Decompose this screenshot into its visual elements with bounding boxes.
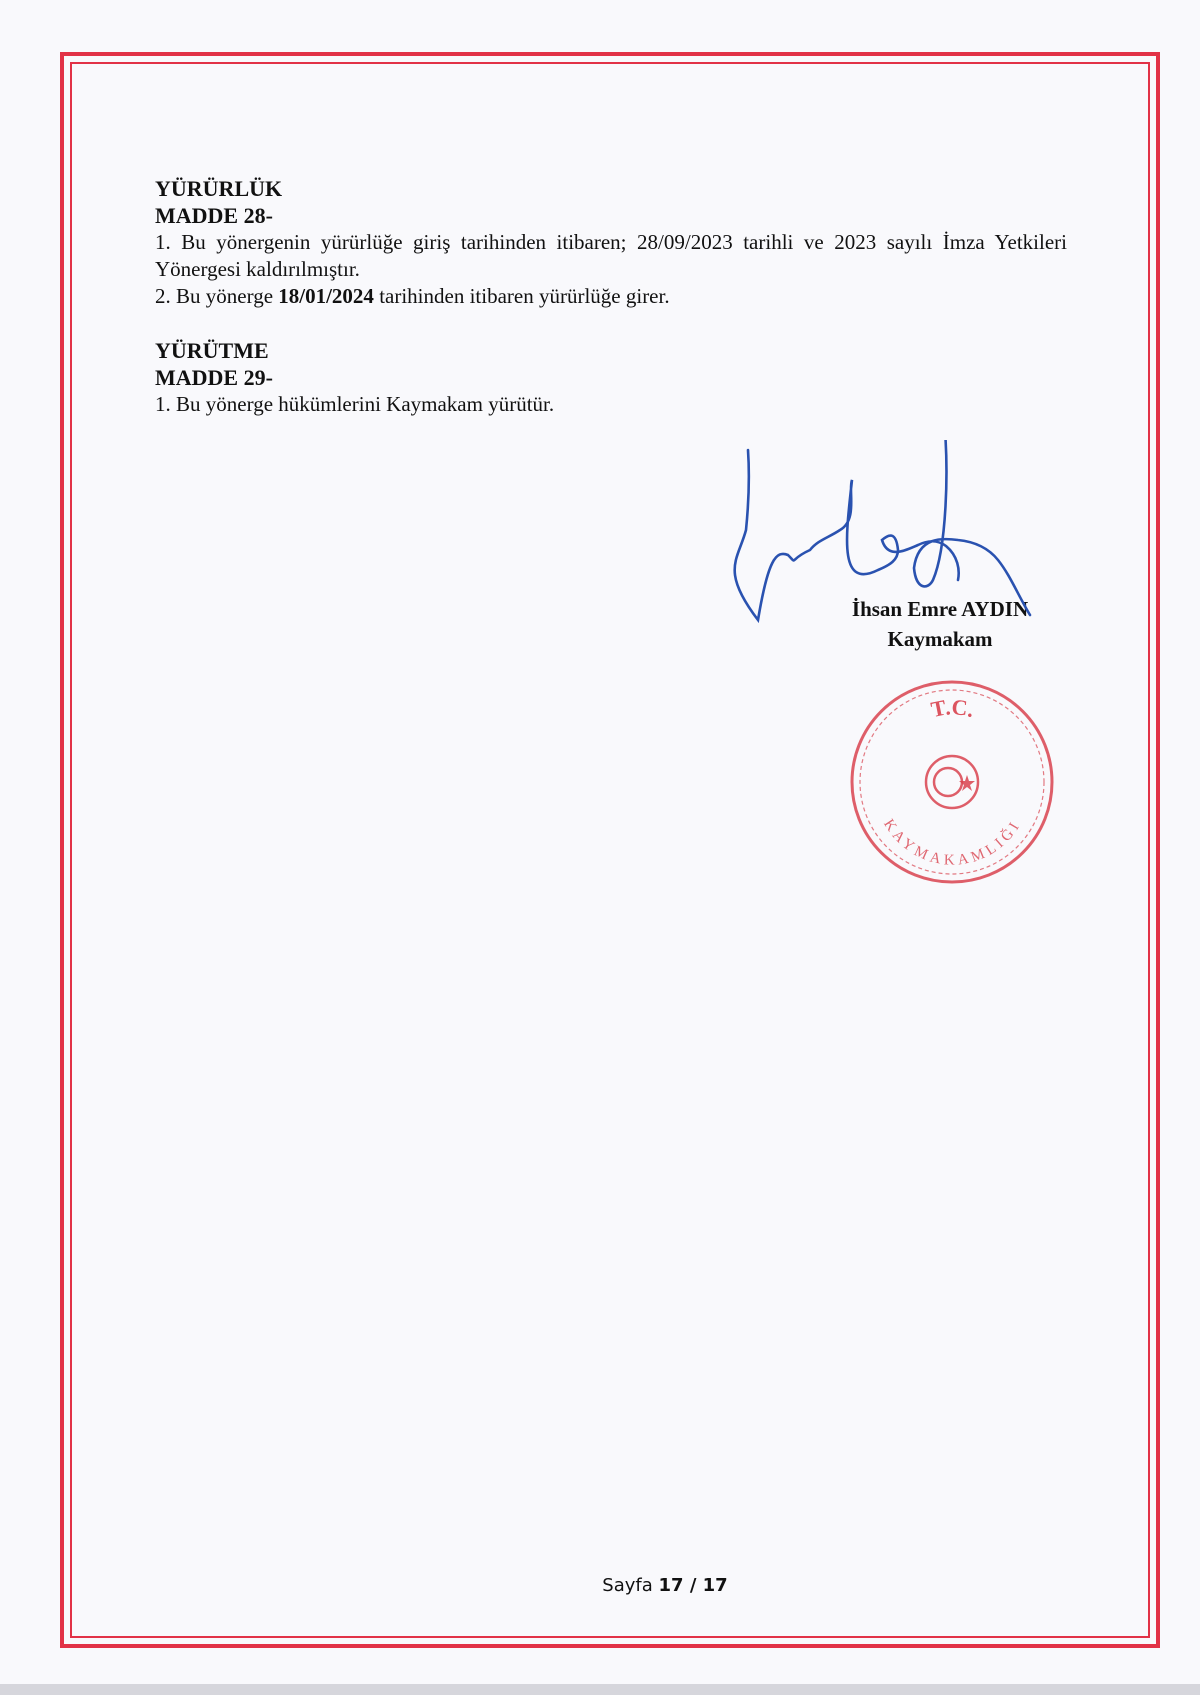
handwritten-signature bbox=[728, 440, 1088, 650]
page-number-current: 17 bbox=[658, 1575, 684, 1596]
madde-28-heading: MADDE 28- bbox=[155, 203, 273, 228]
star-crescent-emblem bbox=[926, 756, 978, 808]
madde-29-item-1: 1. Bu yönerge hükümlerini Kaymakam yürütür. bbox=[155, 392, 555, 416]
seal-bottom-text: KAYMAKAMLIĞI bbox=[880, 816, 1025, 869]
official-seal bbox=[845, 675, 1060, 890]
page-number bbox=[0, 1575, 1200, 1596]
effective-date: 18/01/2024 bbox=[278, 284, 374, 308]
seal-top-text: T.C. bbox=[928, 694, 978, 723]
section-title-yururluk: YÜRÜRLÜK bbox=[155, 176, 283, 201]
section-title-yurutme: YÜRÜTME bbox=[155, 338, 269, 363]
document-body bbox=[155, 175, 1067, 418]
madde-28-item-1: 1. Bu yönergenin yürürlüğe giriş tarihinden itibaren; 28/09/2023 tarihli ve 2023 sayılı İmza Yetkileri Yönergesi kaldırılmıştır. bbox=[155, 230, 1067, 281]
page-number-separator: / bbox=[683, 1575, 703, 1596]
page-number-label: Sayfa bbox=[602, 1575, 659, 1596]
madde-28-item-2-suffix: tarihinden itibaren yürürlüğe girer. bbox=[373, 284, 670, 308]
page-number-total: 17 bbox=[702, 1575, 728, 1596]
madde-29-heading: MADDE 29- bbox=[155, 365, 273, 390]
scan-edge bbox=[0, 1684, 1200, 1695]
madde-28-item-2 bbox=[155, 283, 1067, 310]
signatory-title: Kaymakam bbox=[887, 627, 993, 651]
madde-28-item-2-prefix: 2. Bu yönerge bbox=[155, 284, 279, 308]
signatory-name: İhsan Emre AYDIN bbox=[851, 597, 1029, 621]
